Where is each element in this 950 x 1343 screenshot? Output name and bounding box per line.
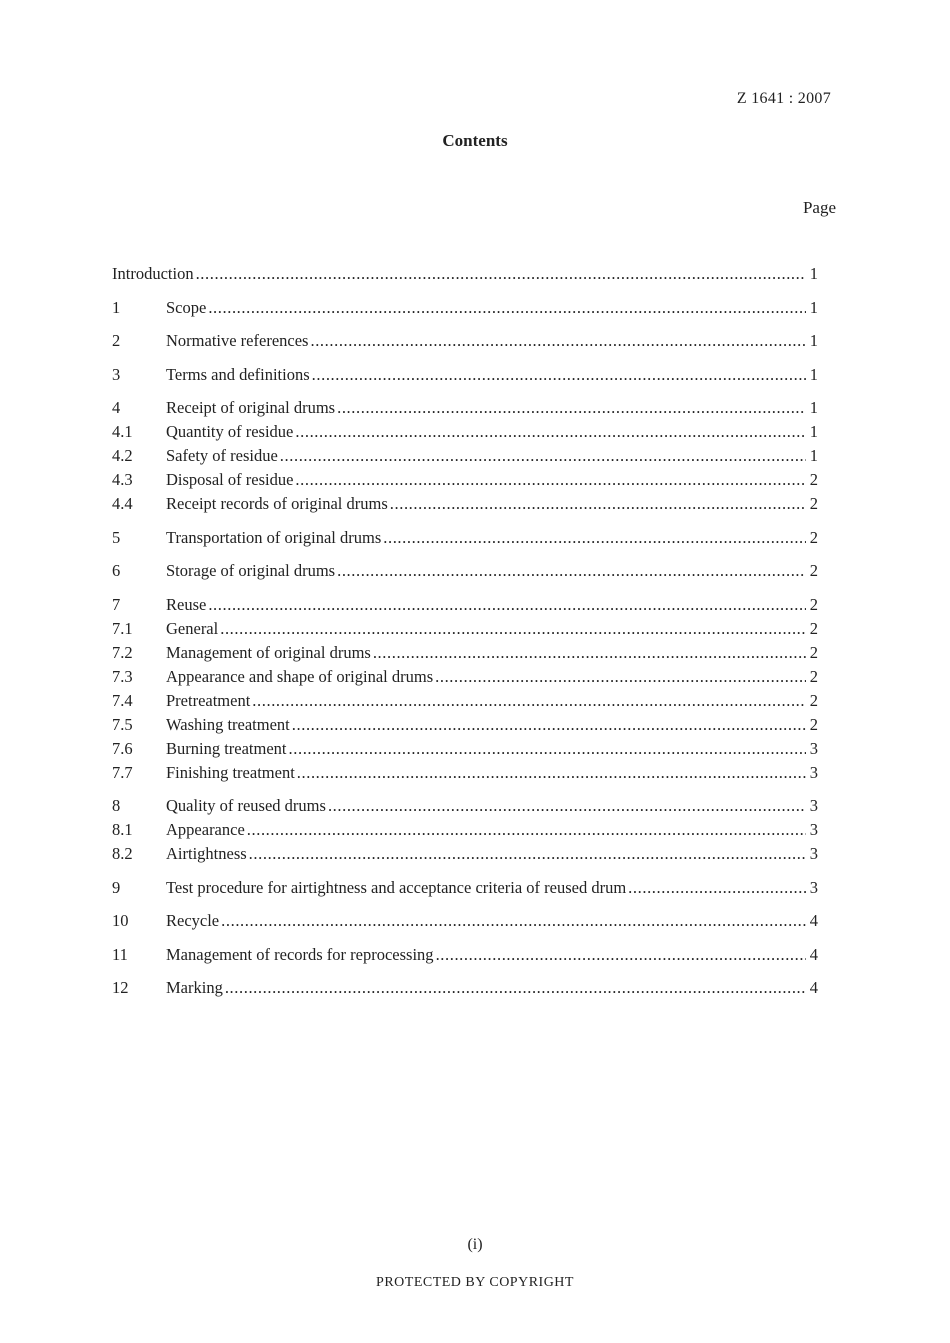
toc-entry-page: 3 (809, 738, 818, 758)
standard-id: Z 1641 : 2007 (736, 90, 831, 107)
toc-entry-number: 4.4 (112, 494, 133, 513)
toc-entry-page: 3 (809, 877, 818, 897)
toc-entry[interactable] (112, 329, 818, 353)
toc-entry-number: 8 (112, 796, 121, 815)
toc-entry-page: 3 (809, 762, 818, 782)
toc-entry-page: 2 (809, 618, 818, 638)
toc-entry-number: 8.2 (112, 844, 133, 863)
toc-entry-number: 11 (112, 944, 128, 964)
toc-entry[interactable] (112, 761, 818, 785)
toc-entry-number: 4.1 (112, 422, 133, 441)
toc-entry-number: 5 (112, 527, 121, 547)
dot-leader (292, 713, 806, 737)
dot-leader (436, 943, 806, 967)
toc-entry-title: Appearance and shape of original drums (166, 666, 434, 686)
toc-entry-title: Scope (166, 297, 207, 317)
toc-entry-page: 3 (809, 796, 818, 815)
toc-entry-title: Management of original drums (166, 642, 371, 662)
toc-entry-page: 1 (809, 446, 818, 465)
dot-leader (312, 363, 806, 387)
dot-leader (249, 842, 806, 866)
dot-leader (247, 818, 806, 842)
page-title: Contents (442, 131, 508, 150)
toc-entry[interactable] (112, 737, 818, 761)
toc-entry[interactable] (112, 641, 818, 665)
toc-entry-title: Transportation of original drums (166, 527, 382, 547)
toc-entry-number: 3 (112, 364, 121, 384)
toc-entry[interactable] (112, 713, 818, 737)
toc-entry-page: 1 (809, 364, 818, 384)
toc-entry[interactable] (112, 909, 818, 933)
toc-entry-title: Washing treatment (166, 714, 290, 734)
dot-leader (373, 641, 806, 665)
toc-entry-title: Receipt records of original drums (166, 494, 388, 513)
toc-entry-page: 1 (809, 264, 818, 283)
toc-entry-title: Airtightness (166, 844, 247, 863)
toc-entry-page: 2 (809, 594, 818, 614)
dot-leader (628, 876, 806, 900)
toc-entry-number: 7 (112, 594, 121, 614)
toc-entry-title: Reuse (166, 594, 207, 614)
toc-entry-page: 2 (809, 494, 818, 513)
toc-entry-title: Safety of residue (166, 446, 278, 465)
toc-entry-page: 2 (809, 470, 818, 489)
toc-entry-number: 8.1 (112, 820, 133, 839)
toc-entry-number: 7.4 (112, 690, 133, 710)
dot-leader (280, 444, 806, 468)
toc-entry-title: Pretreatment (166, 690, 251, 710)
toc-entry[interactable] (112, 396, 818, 420)
copyright-notice: PROTECTED BY COPYRIGHT (376, 1275, 574, 1290)
toc-entry[interactable] (112, 818, 818, 842)
toc-entry-page: 1 (809, 422, 818, 441)
dot-leader (310, 329, 806, 353)
toc-entry-title: Receipt of original drums (166, 398, 336, 417)
toc-entry-number: 7.2 (112, 642, 133, 662)
toc-entry-title: Recycle (166, 911, 220, 930)
toc-entry[interactable] (112, 296, 818, 320)
toc-entry-page: 1 (809, 297, 818, 317)
dot-leader (390, 492, 806, 516)
toc-entry[interactable] (112, 492, 818, 516)
toc-entry-number: 9 (112, 877, 121, 897)
toc-entry-number: 7.7 (112, 762, 133, 782)
toc-entry-number: 1 (112, 297, 121, 317)
dot-leader (225, 976, 806, 1000)
dot-leader (295, 420, 806, 444)
dot-leader (252, 689, 806, 713)
toc-entry-page: 3 (809, 844, 818, 863)
toc-entry-title: Introduction (112, 264, 194, 283)
toc-entry-number: 10 (112, 911, 129, 930)
toc-entry-title: Quality of reused drums (166, 796, 326, 815)
toc-entry[interactable] (112, 593, 818, 617)
dot-leader (435, 665, 806, 689)
toc-entry[interactable] (112, 363, 818, 387)
toc-entry-page: 2 (809, 714, 818, 734)
toc-entry-number: 6 (112, 561, 121, 580)
toc-entry-number: 7.5 (112, 714, 133, 734)
toc-entry-title: Marking (166, 978, 223, 997)
dot-leader (208, 296, 806, 320)
toc-entry[interactable] (112, 526, 818, 550)
dot-leader (295, 468, 806, 492)
toc-entry-title: Quantity of residue (166, 422, 294, 441)
toc-entry[interactable] (112, 468, 818, 492)
toc-entry[interactable] (112, 559, 818, 583)
toc-entry-page: 2 (809, 527, 818, 547)
toc-entry[interactable] (112, 943, 818, 967)
toc-entry-title: Appearance (166, 820, 245, 839)
toc-entry-page: 1 (809, 331, 818, 350)
toc-entry-title: Management of records for reprocessing (166, 944, 434, 964)
toc-entry-page: 2 (809, 642, 818, 662)
dot-leader (337, 396, 806, 420)
toc-entry-page: 2 (809, 690, 818, 710)
toc-entry-title: Finishing treatment (166, 762, 295, 782)
toc-entry-title: General (166, 618, 219, 638)
toc-entry[interactable] (112, 976, 818, 1000)
toc-entry-page: 3 (809, 820, 818, 839)
toc-entry[interactable] (112, 665, 818, 689)
dot-leader (383, 526, 806, 550)
footer-page-number: (i) (467, 1236, 483, 1253)
toc-entry-title: Storage of original drums (166, 561, 336, 580)
toc-entry-number: 12 (112, 978, 129, 997)
toc-entry-number: 4 (112, 398, 121, 417)
toc-entry-number: 7.6 (112, 738, 133, 758)
toc-entry[interactable] (112, 842, 818, 866)
toc-entry[interactable] (112, 617, 818, 641)
dot-leader (289, 737, 806, 761)
toc-entry-title: Burning treatment (166, 738, 287, 758)
toc-entry-page: 1 (809, 398, 818, 417)
toc-entry-page: 2 (809, 561, 818, 580)
toc-entry-title: Disposal of residue (166, 470, 294, 489)
toc-entry[interactable] (112, 444, 818, 468)
dot-leader (208, 593, 806, 617)
toc-entry-number: 4.3 (112, 470, 133, 489)
table-of-contents (112, 262, 818, 1000)
toc-entry-page: 4 (809, 978, 818, 997)
toc-entry-page: 2 (809, 666, 818, 686)
toc-entry-page: 4 (809, 911, 818, 930)
toc-entry[interactable] (112, 876, 818, 900)
page-column-label: Page (802, 198, 836, 217)
toc-entry-number: 7.1 (112, 618, 133, 638)
toc-entry[interactable] (112, 262, 818, 286)
toc-entry-title: Test procedure for airtightness and acceptance criteria of reused drum (166, 877, 627, 897)
toc-entry[interactable] (112, 794, 818, 818)
dot-leader (221, 909, 806, 933)
toc-entry[interactable] (112, 420, 818, 444)
dot-leader (297, 761, 806, 785)
toc-entry-number: 4.2 (112, 446, 133, 465)
toc-entry-number: 2 (112, 331, 121, 350)
dot-leader (328, 794, 806, 818)
toc-entry[interactable] (112, 689, 818, 713)
dot-leader (337, 559, 806, 583)
toc-entry-number: 7.3 (112, 666, 133, 686)
toc-entry-title: Terms and definitions (166, 364, 310, 384)
dot-leader (220, 617, 806, 641)
dot-leader (196, 262, 806, 286)
toc-entry-page: 4 (809, 944, 818, 964)
toc-entry-title: Normative references (166, 331, 309, 350)
